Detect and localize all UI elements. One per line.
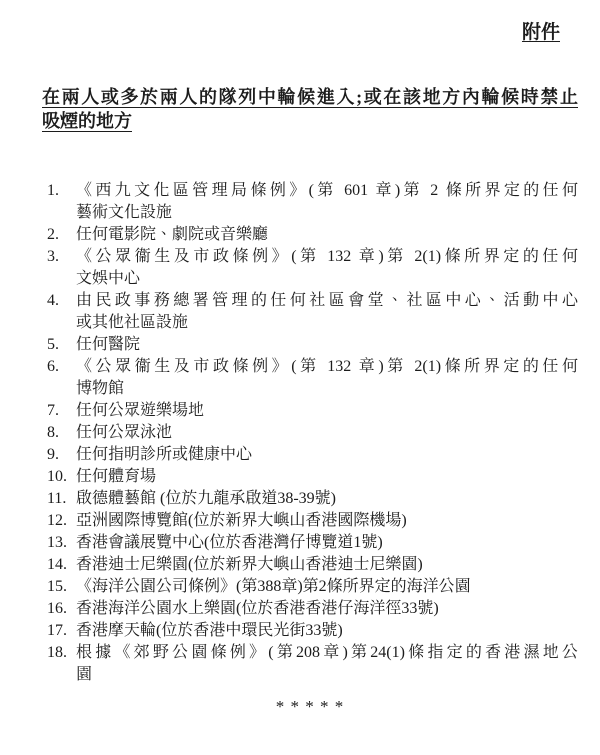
list-item-text: 任何電影院、劇院或音樂廳 [76,226,269,243]
list-item [47,246,578,290]
list-item-text: 文娛中心 [76,270,141,287]
list-item [47,422,578,444]
list-item-number: 3. [47,248,59,265]
list-item-text: 《海洋公園公司條例》(第388章)第2條所界定的海洋公園 [76,578,471,595]
list-item [47,642,578,686]
list-item-text: 任何指明診所或健康中心 [76,446,253,463]
list-item-text: 園 [76,666,93,683]
list-item-text: 任何公眾泳池 [76,424,173,441]
attachment-label: 附件 [521,22,560,43]
title-line: 在兩人或多於兩人的隊列中輪候進入;或在該地方內輪候時禁止 [42,87,578,107]
end-of-document-marker: * * * * * [275,697,345,716]
list-item [47,620,578,642]
list-item-text: 亞洲國際博覽館(位於新界大嶼山香港國際機場) [76,512,407,529]
list-item-number: 16. [47,600,67,617]
list-item-number: 7. [47,402,59,419]
list-item-text: 《公眾衞生及市政條例》(第 132 章)第 2(1)條所界定的任何 [76,358,578,375]
list-item [47,554,578,576]
list-item-text: 啟德體藝館 (位於九龍承啟道38-39號) [76,490,336,507]
list-item-text: 博物館 [76,380,125,397]
list-item-text: 香港會議展覽中心(位於香港灣仔博覽道1號) [76,534,383,551]
list-item-number: 10. [47,468,67,485]
list-item [47,598,578,620]
list-item-text: 或其他社區設施 [76,314,189,331]
list-item [47,444,578,466]
list-item-number: 1. [47,182,59,199]
list-item-text: 香港摩天輪(位於香港中環民光街33號) [76,622,343,639]
list-item-number: 12. [47,512,67,529]
list-item-number: 17. [47,622,67,639]
list-item-text: 任何公眾遊樂場地 [76,402,205,419]
venue-list [47,180,578,686]
list-item [47,532,578,554]
list-item [47,290,578,334]
list-item [47,510,578,532]
document-title [42,85,578,133]
list-item-number: 18. [47,644,67,661]
list-item-text: 《公眾衞生及市政條例》(第 132 章)第 2(1)條所界定的任何 [76,248,578,265]
list-item [47,576,578,598]
list-item-number: 5. [47,336,59,353]
list-item-number: 11. [47,490,67,507]
list-item-text: 任何醫院 [76,336,141,353]
list-item-text: 由民政事務總署管理的任何社區會堂、社區中心、活動中心 [76,292,578,309]
list-item [47,224,578,246]
list-item-number: 4. [47,292,59,309]
list-item [47,466,578,488]
list-item-number: 14. [47,556,67,573]
list-item-number: 6. [47,358,59,375]
list-item-text: 藝術文化設施 [76,204,173,221]
list-item-number: 8. [47,424,59,441]
list-item-text: 《西九文化區管理局條例》(第 601 章)第 2 條所界定的任何 [76,182,578,199]
list-item [47,180,578,224]
list-item-text: 香港海洋公園水上樂園(位於香港香港仔海洋徑33號) [76,600,439,617]
list-item-number: 9. [47,446,59,463]
list-item-number: 15. [47,578,67,595]
list-item-text: 香港迪士尼樂園(位於新界大嶼山香港迪士尼樂園) [76,556,423,573]
list-item-text: 根據《郊野公園條例》(第208章)第24(1)條指定的香港濕地公 [76,644,578,661]
list-item [47,356,578,400]
list-item [47,488,578,510]
list-item [47,334,578,356]
title-line: 吸煙的地方 [42,111,132,131]
list-item-number: 13. [47,534,67,551]
list-item-text: 任何體育場 [76,468,157,485]
list-item-number: 2. [47,226,59,243]
list-item [47,400,578,422]
